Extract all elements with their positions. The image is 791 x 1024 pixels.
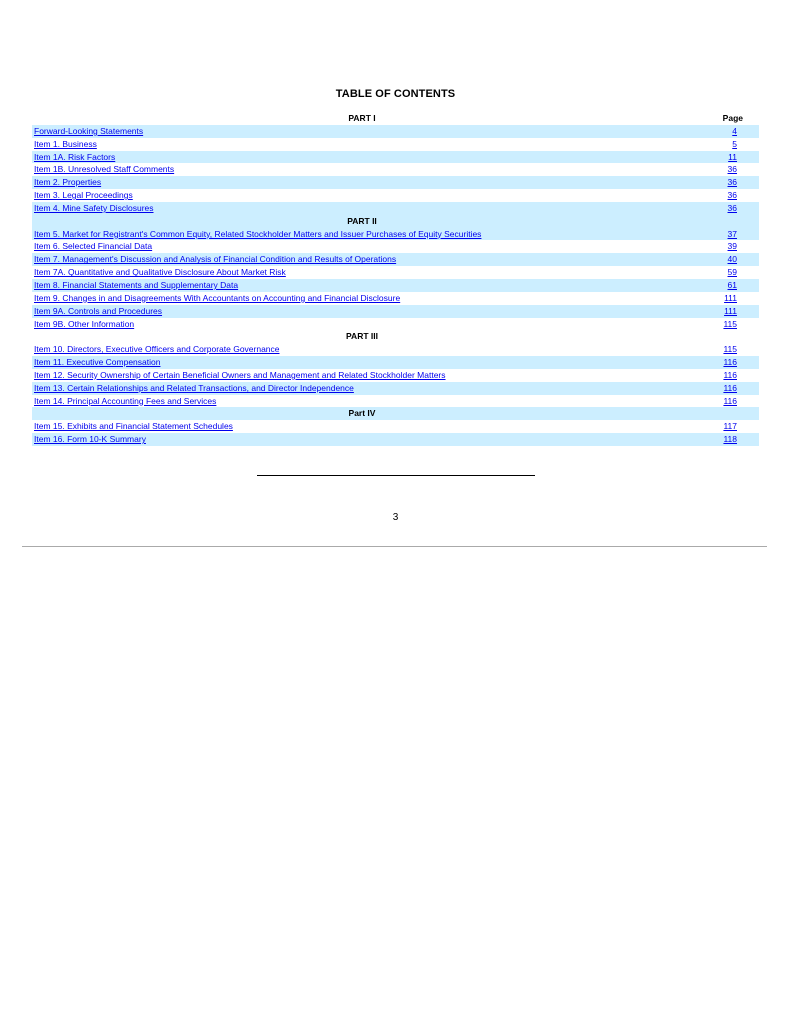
page-number: 3	[392, 512, 399, 523]
toc-item-link[interactable]: Item 14. Principal Accounting Fees and Services	[34, 395, 217, 406]
toc-row	[32, 356, 759, 369]
toc-page-link[interactable]: 36	[727, 164, 737, 175]
toc-row	[32, 343, 759, 356]
table-of-contents	[32, 112, 759, 446]
toc-item-link[interactable]: Item 8. Financial Statements and Supplementary Data	[34, 279, 239, 290]
toc-part-header	[32, 330, 759, 343]
toc-item-link[interactable]: Item 7. Management's Discussion and Analysis of Financial Condition and Results of Operations	[34, 254, 397, 265]
toc-page-link[interactable]: 115	[723, 344, 737, 355]
toc-page-link[interactable]: 36	[727, 202, 737, 213]
toc-row	[32, 395, 759, 408]
toc-row	[32, 176, 759, 189]
toc-page-link[interactable]: 118	[723, 434, 737, 445]
toc-row	[32, 125, 759, 138]
toc-row	[32, 189, 759, 202]
toc-row	[32, 382, 759, 395]
toc-page-link[interactable]: 40	[727, 254, 737, 265]
page-break-line	[22, 546, 767, 547]
toc-item-link[interactable]: Item 7A. Quantitative and Qualitative Disclosure About Market Risk	[34, 267, 286, 278]
toc-item-link[interactable]: Item 12. Security Ownership of Certain Beneficial Owners and Management and Related Stockholder Matters	[34, 369, 446, 380]
toc-row	[32, 253, 759, 266]
toc-page-link[interactable]: 116	[723, 382, 737, 393]
toc-row	[32, 163, 759, 176]
toc-item-link[interactable]: Item 5. Market for Registrant's Common Equity, Related Stockholder Matters and Issuer Purchases of Equity Securities	[34, 228, 482, 239]
toc-item-link[interactable]: Item 16. Form 10-K Summary	[34, 434, 146, 445]
toc-item-link[interactable]: Item 13. Certain Relationships and Related Transactions, and Director Independence	[34, 382, 354, 393]
toc-item-link[interactable]: Item 1B. Unresolved Staff Comments	[34, 164, 175, 175]
toc-row	[32, 292, 759, 305]
toc-page-link[interactable]: 36	[727, 177, 737, 188]
toc-page-link[interactable]: 115	[723, 318, 737, 329]
toc-page-link[interactable]: 116	[723, 395, 737, 406]
toc-row	[32, 240, 759, 253]
footnote-divider	[257, 475, 535, 476]
toc-row	[32, 305, 759, 318]
part-label: PART I	[348, 113, 376, 123]
toc-row	[32, 279, 759, 292]
toc-page-link[interactable]: 5	[732, 138, 737, 149]
toc-item-link[interactable]: Item 4. Mine Safety Disclosures	[34, 202, 154, 213]
toc-item-link[interactable]: Item 9A. Controls and Procedures	[34, 305, 163, 316]
toc-page-link[interactable]: 37	[727, 228, 737, 239]
page-column-header: Page	[722, 113, 743, 123]
part-label: PART II	[347, 215, 377, 226]
toc-page-link[interactable]: 61	[727, 279, 737, 290]
toc-page-link[interactable]: 4	[732, 125, 737, 136]
toc-page-link[interactable]: 36	[727, 190, 737, 201]
toc-page-link[interactable]: 39	[727, 241, 737, 252]
toc-part-header	[32, 112, 759, 125]
toc-item-link[interactable]: Item 9B. Other Information	[34, 318, 135, 329]
toc-item-link[interactable]: Item 2. Properties	[34, 177, 102, 188]
toc-item-link[interactable]: Item 15. Exhibits and Financial Statement Schedules	[34, 421, 233, 432]
toc-row	[32, 138, 759, 151]
toc-row	[32, 151, 759, 164]
toc-part-header	[32, 407, 759, 420]
toc-row	[32, 228, 759, 241]
toc-item-link[interactable]: Item 11. Executive Compensation	[34, 357, 161, 368]
toc-page-link[interactable]: 116	[723, 369, 737, 380]
part-label: PART III	[346, 331, 378, 342]
toc-item-link[interactable]: Item 9. Changes in and Disagreements With Accountants on Accounting and Financial Disclosure	[34, 292, 401, 303]
toc-row	[32, 433, 759, 446]
toc-row	[32, 369, 759, 382]
toc-row	[32, 318, 759, 331]
toc-item-link[interactable]: Item 3. Legal Proceedings	[34, 190, 133, 201]
toc-page-link[interactable]: 111	[724, 305, 737, 316]
toc-page-link[interactable]: 111	[724, 292, 737, 303]
toc-part-header	[32, 215, 759, 228]
toc-item-link[interactable]: Item 10. Directors, Executive Officers and Corporate Governance	[34, 344, 280, 355]
toc-page-link[interactable]: 59	[727, 267, 737, 278]
toc-row	[32, 266, 759, 279]
toc-row	[32, 202, 759, 215]
toc-item-link[interactable]: Item 1. Business	[34, 138, 97, 149]
toc-item-link[interactable]: Forward-Looking Statements	[34, 125, 144, 136]
toc-page-link[interactable]: 117	[723, 421, 737, 432]
part-label: Part IV	[348, 408, 376, 419]
toc-item-link[interactable]: Item 6. Selected Financial Data	[34, 241, 153, 252]
toc-page-link[interactable]: 11	[728, 151, 737, 162]
toc-item-link[interactable]: Item 1A. Risk Factors	[34, 151, 116, 162]
toc-row	[32, 420, 759, 433]
toc-page-link[interactable]: 116	[723, 357, 737, 368]
page-title: TABLE OF CONTENTS	[335, 88, 456, 100]
